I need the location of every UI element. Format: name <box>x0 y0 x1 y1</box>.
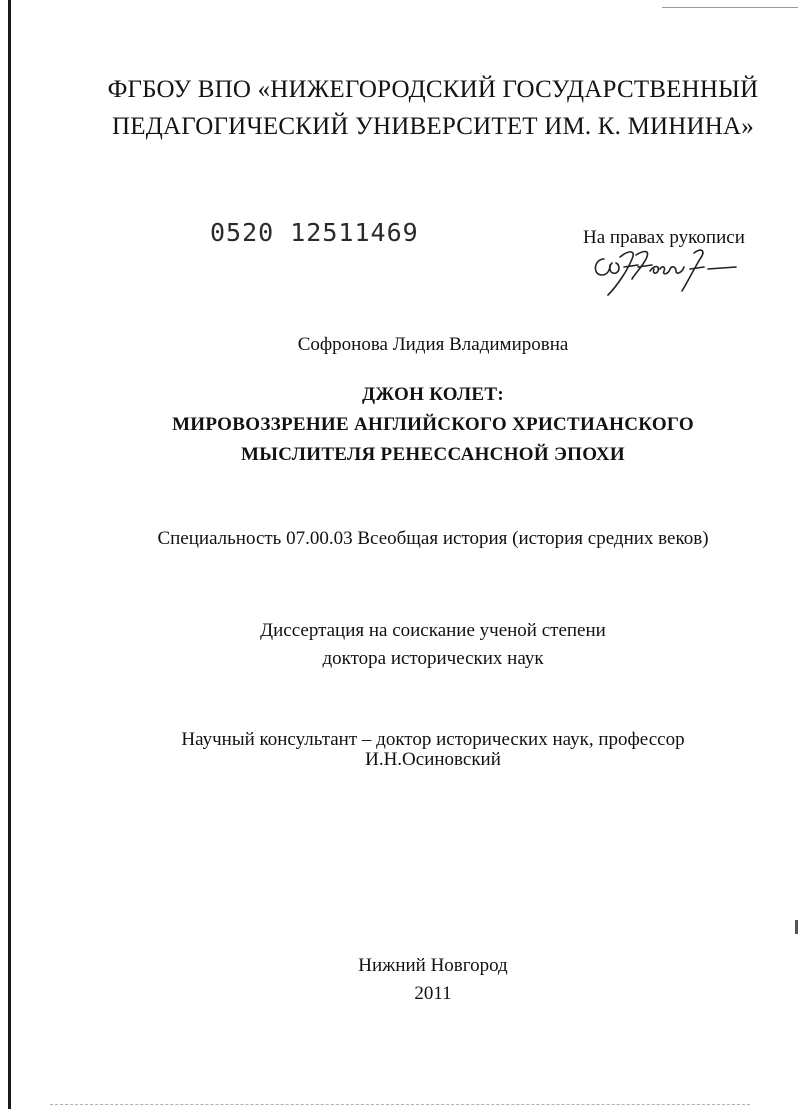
university-name-line2: ПЕДАГОГИЧЕСКИЙ УНИВЕРСИТЕТ ИМ. К. МИНИНА» <box>112 113 754 140</box>
handwritten-signature <box>590 245 740 297</box>
dissertation-line1: Диссертация на соискание ученой степени <box>260 620 606 641</box>
library-stamp-number: 0520 12511469 <box>210 218 419 247</box>
title-line3: МЫСЛИТЕЛЯ РЕНЕССАНСНОЙ ЭПОХИ <box>241 444 625 465</box>
university-name-line1: ФГБОУ ВПО «НИЖЕГОРОДСКИЙ ГОСУДАРСТВЕННЫЙ <box>107 76 759 103</box>
consultant-line2: И.Н.Осиновский <box>365 749 501 770</box>
manuscript-label: На правах рукописи <box>583 227 745 248</box>
title-line2: МИРОВОЗЗРЕНИЕ АНГЛИЙСКОГО ХРИСТИАНСКОГО <box>172 414 694 435</box>
dissertation-line2: доктора исторических наук <box>322 648 544 669</box>
scan-line-top <box>662 7 798 8</box>
consultant-line1: Научный консультант – доктор исторических наук, профессор <box>181 729 685 750</box>
author-name: Софронова Лидия Владимировна <box>297 334 569 355</box>
year: 2011 <box>414 983 452 1004</box>
city: Нижний Новгород <box>358 955 508 976</box>
scan-edge-left <box>8 0 11 1109</box>
specialty: Специальность 07.00.03 Всеобщая история (история средних веков) <box>157 528 709 549</box>
title-line1: ДЖОН КОЛЕТ: <box>362 384 504 405</box>
scan-line-bottom <box>50 1104 750 1106</box>
